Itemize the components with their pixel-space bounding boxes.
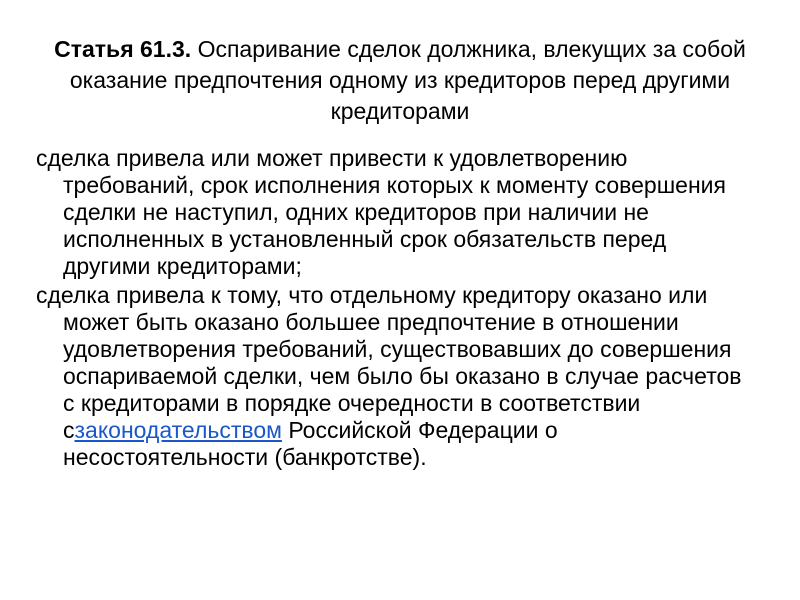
article-label: Статья [54, 36, 134, 62]
article-number: 61.3. [140, 36, 192, 62]
paragraph-2-text-before: сделка привела к тому, что отдельному кредитору оказано или может быть оказано большее предпочтение в отношении удовлетворения требований, существовавших до совершения оспариваемой сделки, чем было бы оказано в случае расчетов с кредиторами в порядке очередности в соответствии с [36, 282, 742, 443]
paragraph-2-text-after: Российской Федерации о несостоятельности (банкротстве). [63, 417, 558, 470]
article-body [36, 145, 756, 473]
article-title [40, 34, 760, 127]
legislation-link[interactable]: законодательством [74, 417, 282, 443]
condition-paragraph-2 [36, 282, 756, 471]
article-heading-text: Оспаривание сделок должника, влекущих за собой оказание предпочтения одному из кредиторов перед другими кредиторами [69, 36, 746, 124]
condition-paragraph-1: сделка привела или может привести к удовлетворению требований, срок исполнения которых к моменту совершения сделки не наступил, одних кредиторов при наличии не исполненных в установленный срок обязательств перед другими кредиторами; [36, 145, 726, 279]
